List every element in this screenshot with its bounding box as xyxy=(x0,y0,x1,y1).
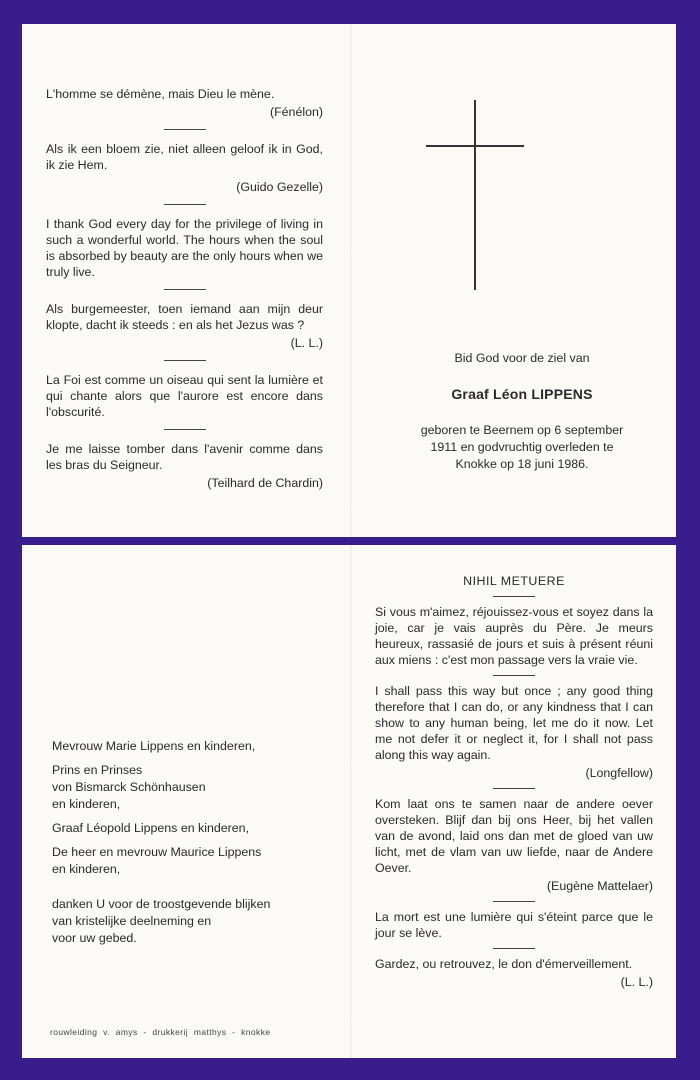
divider xyxy=(164,289,206,290)
quotes-column xyxy=(46,86,323,491)
quote-author: (L. L.) xyxy=(620,975,653,989)
divider xyxy=(493,788,535,789)
life-dates-line: Knokke op 18 juni 1986. xyxy=(455,457,589,471)
divider xyxy=(164,204,206,205)
quote-author: (Eugène Mattelaer) xyxy=(546,879,653,893)
quote-text: Je me laisse tomber dans l'avenir comme dans les bras du Seigneur. xyxy=(46,442,323,472)
life-dates-line: 1911 en godvruchtig overleden te xyxy=(430,440,614,454)
motto-heading: NIHIL METUERE xyxy=(463,574,565,588)
quotes-column xyxy=(375,573,653,990)
divider xyxy=(164,429,206,430)
divider xyxy=(164,360,206,361)
life-dates-line: geboren te Beernem op 6 september xyxy=(420,423,624,437)
cross-icon xyxy=(426,100,524,290)
family-thanks xyxy=(52,738,342,947)
quote-text: Kom laat ons te samen naar de andere oever oversteken. Blijf dan bij ons Heer, bij het vallen van de avond, laid ons dan met de gloed van uw licht, met de vlam van uw liefde, naar de Andere Oever. xyxy=(375,797,653,875)
divider xyxy=(164,129,206,130)
quote-text: La mort est une lumière qui s'éteint parce que le jour se lève. xyxy=(375,910,653,940)
quote-text: Als ik een bloem zie, niet alleen geloof ik in God, ik zie Hem. xyxy=(46,142,323,172)
family-group xyxy=(52,762,342,813)
card-front xyxy=(22,24,676,537)
quote-author: (Teilhard de Chardin) xyxy=(207,476,323,490)
quote-text: Si vous m'aimez, réjouissez-vous et soyez dans la joie, car je vais auprès du Père. Je meurs heureux, rassasié de jours et suis à présent réuni aux miens : c'est mon passage vers la vraie vie. xyxy=(375,605,653,667)
quote-author: (Fénélon) xyxy=(269,105,323,119)
family-line: De heer en mevrouw Maurice Lippens xyxy=(52,845,262,859)
card-back xyxy=(22,545,676,1058)
quote-author: (Longfellow) xyxy=(585,766,653,780)
quote-text: La Foi est comme un oiseau qui sent la lumière et qui chante alors que l'aurore est encore dans l'obscurité. xyxy=(46,373,323,419)
family-line: Graaf Léopold Lippens en kinderen, xyxy=(52,821,250,835)
fold-line xyxy=(350,24,352,537)
quote-text: I shall pass this way but once ; any good thing therefore that I can do, or any kindness that I can show to any human being, let me do it now. Let me not defer it or neglect it, for I shall not pass along this way again. xyxy=(375,684,653,762)
thanks-line: danken U voor de troostgevende blijken xyxy=(52,897,271,911)
family-line: en kinderen, xyxy=(52,862,121,876)
deceased-name: Graaf Léon LIPPENS xyxy=(451,386,593,402)
divider xyxy=(493,675,535,676)
prayer-line: Bid God voor de ziel van xyxy=(454,351,590,365)
printer-colophon: rouwleiding v. amys - drukkerij matthys - knokke xyxy=(50,1027,271,1037)
thanks-line: voor uw gebed. xyxy=(52,931,137,945)
quote-text: L'homme se démène, mais Dieu le mène. xyxy=(46,87,275,101)
family-line: von Bismarck Schönhausen xyxy=(52,780,206,794)
thanks-text xyxy=(52,896,342,947)
divider xyxy=(493,596,535,597)
family-line: Prins en Prinses xyxy=(52,763,143,777)
family-line: Mevrouw Marie Lippens en kinderen, xyxy=(52,739,256,753)
family-line: en kinderen, xyxy=(52,797,121,811)
divider xyxy=(493,901,535,902)
divider xyxy=(493,948,535,949)
quote-author: (L. L.) xyxy=(290,336,323,350)
quote-text: Gardez, ou retrouvez, le don d'émerveillement. xyxy=(375,957,633,971)
quote-text: I thank God every day for the privilege of living in such a wonderful world. The hours when the soul is absorbed by beauty are the only hours when we truly live. xyxy=(46,217,323,279)
quote-author: (Guido Gezelle) xyxy=(236,180,323,194)
thanks-line: van kristelijke deelneming en xyxy=(52,914,212,928)
family-group xyxy=(52,844,342,878)
death-announcement xyxy=(372,350,672,473)
fold-line xyxy=(350,545,352,1058)
quote-text: Als burgemeester, toen iemand aan mijn deur klopte, dacht ik steeds : en als het Jezus was ? xyxy=(46,302,323,332)
